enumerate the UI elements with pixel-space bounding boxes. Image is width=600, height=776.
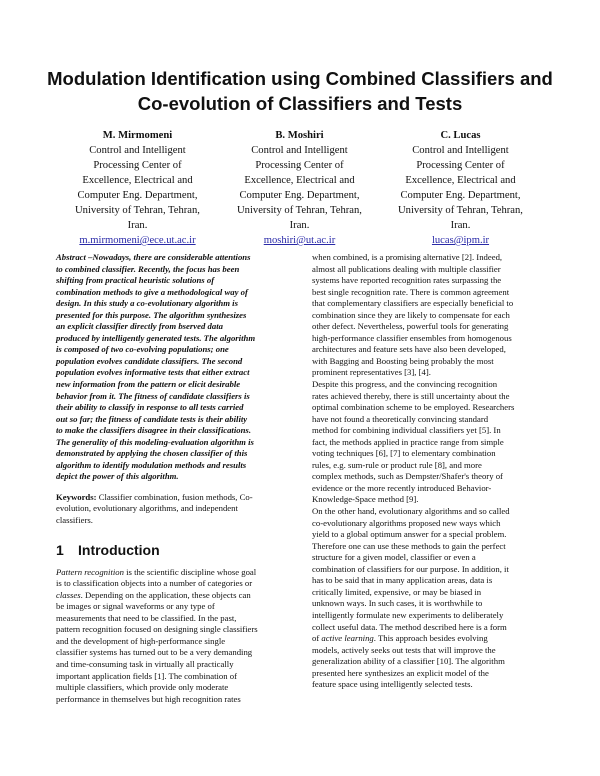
body-line: method for combining individual classifiers yet [5]. In [312, 425, 501, 436]
body-line: collect useful data. The method described here is a form [312, 621, 507, 632]
body-line: Despite this progress, and the convincing recognition [312, 379, 498, 390]
intro-line: important application fields [1]. The combination of [56, 670, 238, 681]
affiliation-line: Computer Eng. Department, [77, 190, 198, 201]
abstract-line: to combined classifier. Recently, the focus has been [56, 263, 240, 274]
right-column [312, 252, 552, 691]
affiliation-line: Control and Intelligent [251, 145, 348, 156]
body-line: On the other hand, evolutionary algorithms and so called [312, 506, 510, 517]
abstract-line: new information from the pattern or elicit desirable [56, 379, 241, 390]
body-line: almost all publications dealing with multiple classifier [312, 263, 501, 274]
affiliation-line: Processing Center of [416, 160, 505, 171]
abstract-line: depict the power of this algorithm. [56, 471, 179, 482]
body-line: prominent representatives [3], [4]. [312, 367, 431, 378]
author-email-link[interactable]: lucas@ipm.ir [431, 235, 490, 246]
body-line: unknown ways. In such cases, it is worthwhile to [312, 598, 483, 609]
keywords-line: evolution, evolutionary algorithms, and independent [56, 503, 238, 514]
body-line: that complementary classifiers are especially beneficial to [312, 298, 514, 309]
body-line: has to be said that in many application areas, data is [312, 575, 493, 586]
body-line: Knowledge-Space method [9]. [312, 494, 419, 505]
body-line: with Bagging and Boosting being probably the most [312, 355, 494, 366]
paper-title [30, 66, 570, 116]
abstract-line: population evolves candidate classifiers. The second [56, 355, 243, 366]
intro-line: multiple classifiers, which provide only moderate [56, 682, 229, 693]
affiliation-line: Processing Center of [255, 160, 344, 171]
affiliation-line: University of Tehran, Tehran, [398, 205, 523, 216]
affiliation-line: Iran. [450, 220, 471, 231]
abstract-line: their ability to classify in response to all tests carried [56, 402, 244, 413]
affiliation-line: Control and Intelligent [89, 145, 186, 156]
abstract-line: combination methods to give a methodological way of [56, 286, 248, 297]
abstract-line: behavior from it. The fitness of candidate classifiers is [56, 390, 250, 401]
body-line: optimal combination scheme to be employed. Researchers [312, 402, 515, 413]
affiliation-line: University of Tehran, Tehran, [75, 205, 200, 216]
affiliation-line: Iran. [127, 220, 148, 231]
intro-line: and time-consuming task in virtually all practically [56, 658, 234, 669]
intro-line: classifier systems has turned out to be a very demanding [56, 647, 253, 658]
intro-term: Pattern recognition [56, 566, 124, 577]
intro-line: . Depending on the application, these objects can [80, 589, 251, 600]
body-line: combination of classifiers for our purpose. In addition, it [312, 563, 509, 574]
body-line: . This approach besides evolving [373, 633, 488, 644]
body-line: Therefore one can use these methods to gain the perfect [312, 540, 506, 551]
author-email-link[interactable]: moshiri@ut.ac.ir [263, 235, 336, 246]
affiliation-line: Computer Eng. Department, [400, 190, 521, 201]
author-email-link[interactable]: m.mirmomeni@ece.ut.ac.ir [79, 235, 196, 246]
intro-paragraph [56, 567, 296, 706]
affiliation-line: Excellence, Electrical and [244, 175, 355, 186]
author-affiliation [50, 143, 225, 233]
section-heading [56, 541, 296, 559]
intro-line: is to classification objects into a number of categories or [56, 578, 253, 589]
body-line: combination since they are likely to compensate for each [312, 309, 510, 320]
abstract-line: presented for this purpose. The algorithm synthesizes [56, 309, 247, 320]
intro-line: and the development of high-performance single [56, 635, 226, 646]
body-line: rates achieved thereby, there is still uncertainty about the [312, 390, 510, 401]
body-line: intelligently formulate new experiments to deliberately [312, 609, 504, 620]
body-line: complex methods, such as Dempster/Shafer's theory of [312, 471, 503, 482]
body-line: other defect. Nevertheless, powerful tools for generating [312, 321, 509, 332]
abstract-line: to make the classifiers disagree in their classifications. [56, 425, 251, 436]
author-block [212, 128, 387, 248]
author-block [373, 128, 548, 248]
abstract [56, 252, 296, 483]
section-number: 1 [56, 541, 64, 558]
body-line: presented here synthesizes an explicit model of the [312, 667, 489, 678]
body-line: critically limited, expensive, or may be biased in [312, 586, 482, 597]
body-line: when combined, is a promising alternative [2]. Indeed, [312, 252, 503, 262]
body-line: systems have reported recognition rates surpassing the [312, 275, 502, 286]
affiliation-line: University of Tehran, Tehran, [237, 205, 362, 216]
body-line: high-performance classifier ensembles from homogenous [312, 332, 512, 343]
body-line: have not found a theoretically convincing standard [312, 413, 489, 424]
abstract-line: algorithm to identify modulation methods and results [56, 459, 247, 470]
abstract-line: design. In this study a co-evolutionary algorithm is [56, 298, 238, 309]
affiliation-line: Iran. [289, 220, 310, 231]
body-line: voting techniques [6], [7] to elementary combination [312, 448, 496, 459]
abstract-line: an explicit classifier directly from bserved data [56, 321, 223, 332]
body-line: evidence or the more recently introduced Behavior- [312, 482, 492, 493]
affiliation-line: Processing Center of [93, 160, 182, 171]
author-name: C. Lucas [440, 130, 481, 141]
intro-line: measurements that need to be classified. In the past, [56, 612, 237, 623]
active-learning-term: active learning [321, 633, 374, 644]
body-line: fact, the methods applied in practice range from simple [312, 436, 504, 447]
abstract-line: The generality of this modeling-evaluation algorithm is [56, 436, 254, 447]
abstract-line: population evolves informative tests that either extract [56, 367, 250, 378]
abstract-line: out so far; the fitness of candidate tests is their ability [56, 413, 248, 424]
intro-term: classes [56, 589, 81, 600]
body-line: rules, e.g. sum-rule or product rule [8], and more [312, 459, 482, 470]
body-line: of [312, 633, 322, 644]
abstract-line: demonstrated by applying the chosen classifier of this [56, 448, 248, 459]
abstract-line: Abstract –Nowadays, there are considerable attentions [56, 252, 251, 262]
title-line: Co-evolution of Classifiers and Tests [137, 93, 463, 114]
body-line: co-evolutionary algorithms proposed new ways which [312, 517, 501, 528]
left-column [56, 252, 296, 705]
section-title: Introduction [78, 541, 160, 558]
body-line: models, actively seeks out tests that will improve the [312, 644, 496, 655]
keywords-line: Classifier combination, fusion methods, Co- [98, 491, 253, 502]
author-name: M. Mirmomeni [102, 130, 173, 141]
affiliation-line: Excellence, Electrical and [405, 175, 516, 186]
author-affiliation [373, 143, 548, 233]
author-name: B. Moshiri [275, 130, 324, 141]
body-line: feature space using intelligently selected tests. [312, 679, 473, 690]
affiliation-line: Excellence, Electrical and [82, 175, 193, 186]
affiliation-line: Computer Eng. Department, [239, 190, 360, 201]
author-affiliation [212, 143, 387, 233]
keywords-label: Keywords: [56, 491, 97, 502]
body-line: structure for a given model, classifier or even a [312, 552, 476, 563]
title-line: Modulation Identification using Combined Classifiers and [47, 68, 553, 89]
body-line: yield to a global optimum answer for a special problem. [312, 529, 507, 540]
abstract-line: is composed of two co-evolving populations; one [56, 344, 229, 355]
body-line: generalization ability of a classifier [10]. The algorithm [312, 656, 505, 667]
intro-line: be images or signal waveforms or any type of [56, 601, 215, 612]
intro-line: pattern recognition focused on designing single classifiers [56, 624, 258, 635]
abstract-line: shifting from practical heuristic solutions of [56, 275, 215, 286]
body-line: architectures and feature sets have also been developed, [312, 344, 506, 355]
keywords [56, 492, 296, 527]
affiliation-line: Control and Intelligent [412, 145, 509, 156]
intro-line: is the scientific discipline whose goal [123, 566, 257, 577]
abstract-line: produced by intelligently generated tests. The algorithm [56, 332, 256, 343]
body-line: best single recognition rate. There is common agreement [312, 286, 510, 297]
intro-line: performance in themselves but high recognition rates [56, 693, 241, 704]
keywords-line: classifiers. [56, 515, 93, 526]
author-block [50, 128, 225, 248]
